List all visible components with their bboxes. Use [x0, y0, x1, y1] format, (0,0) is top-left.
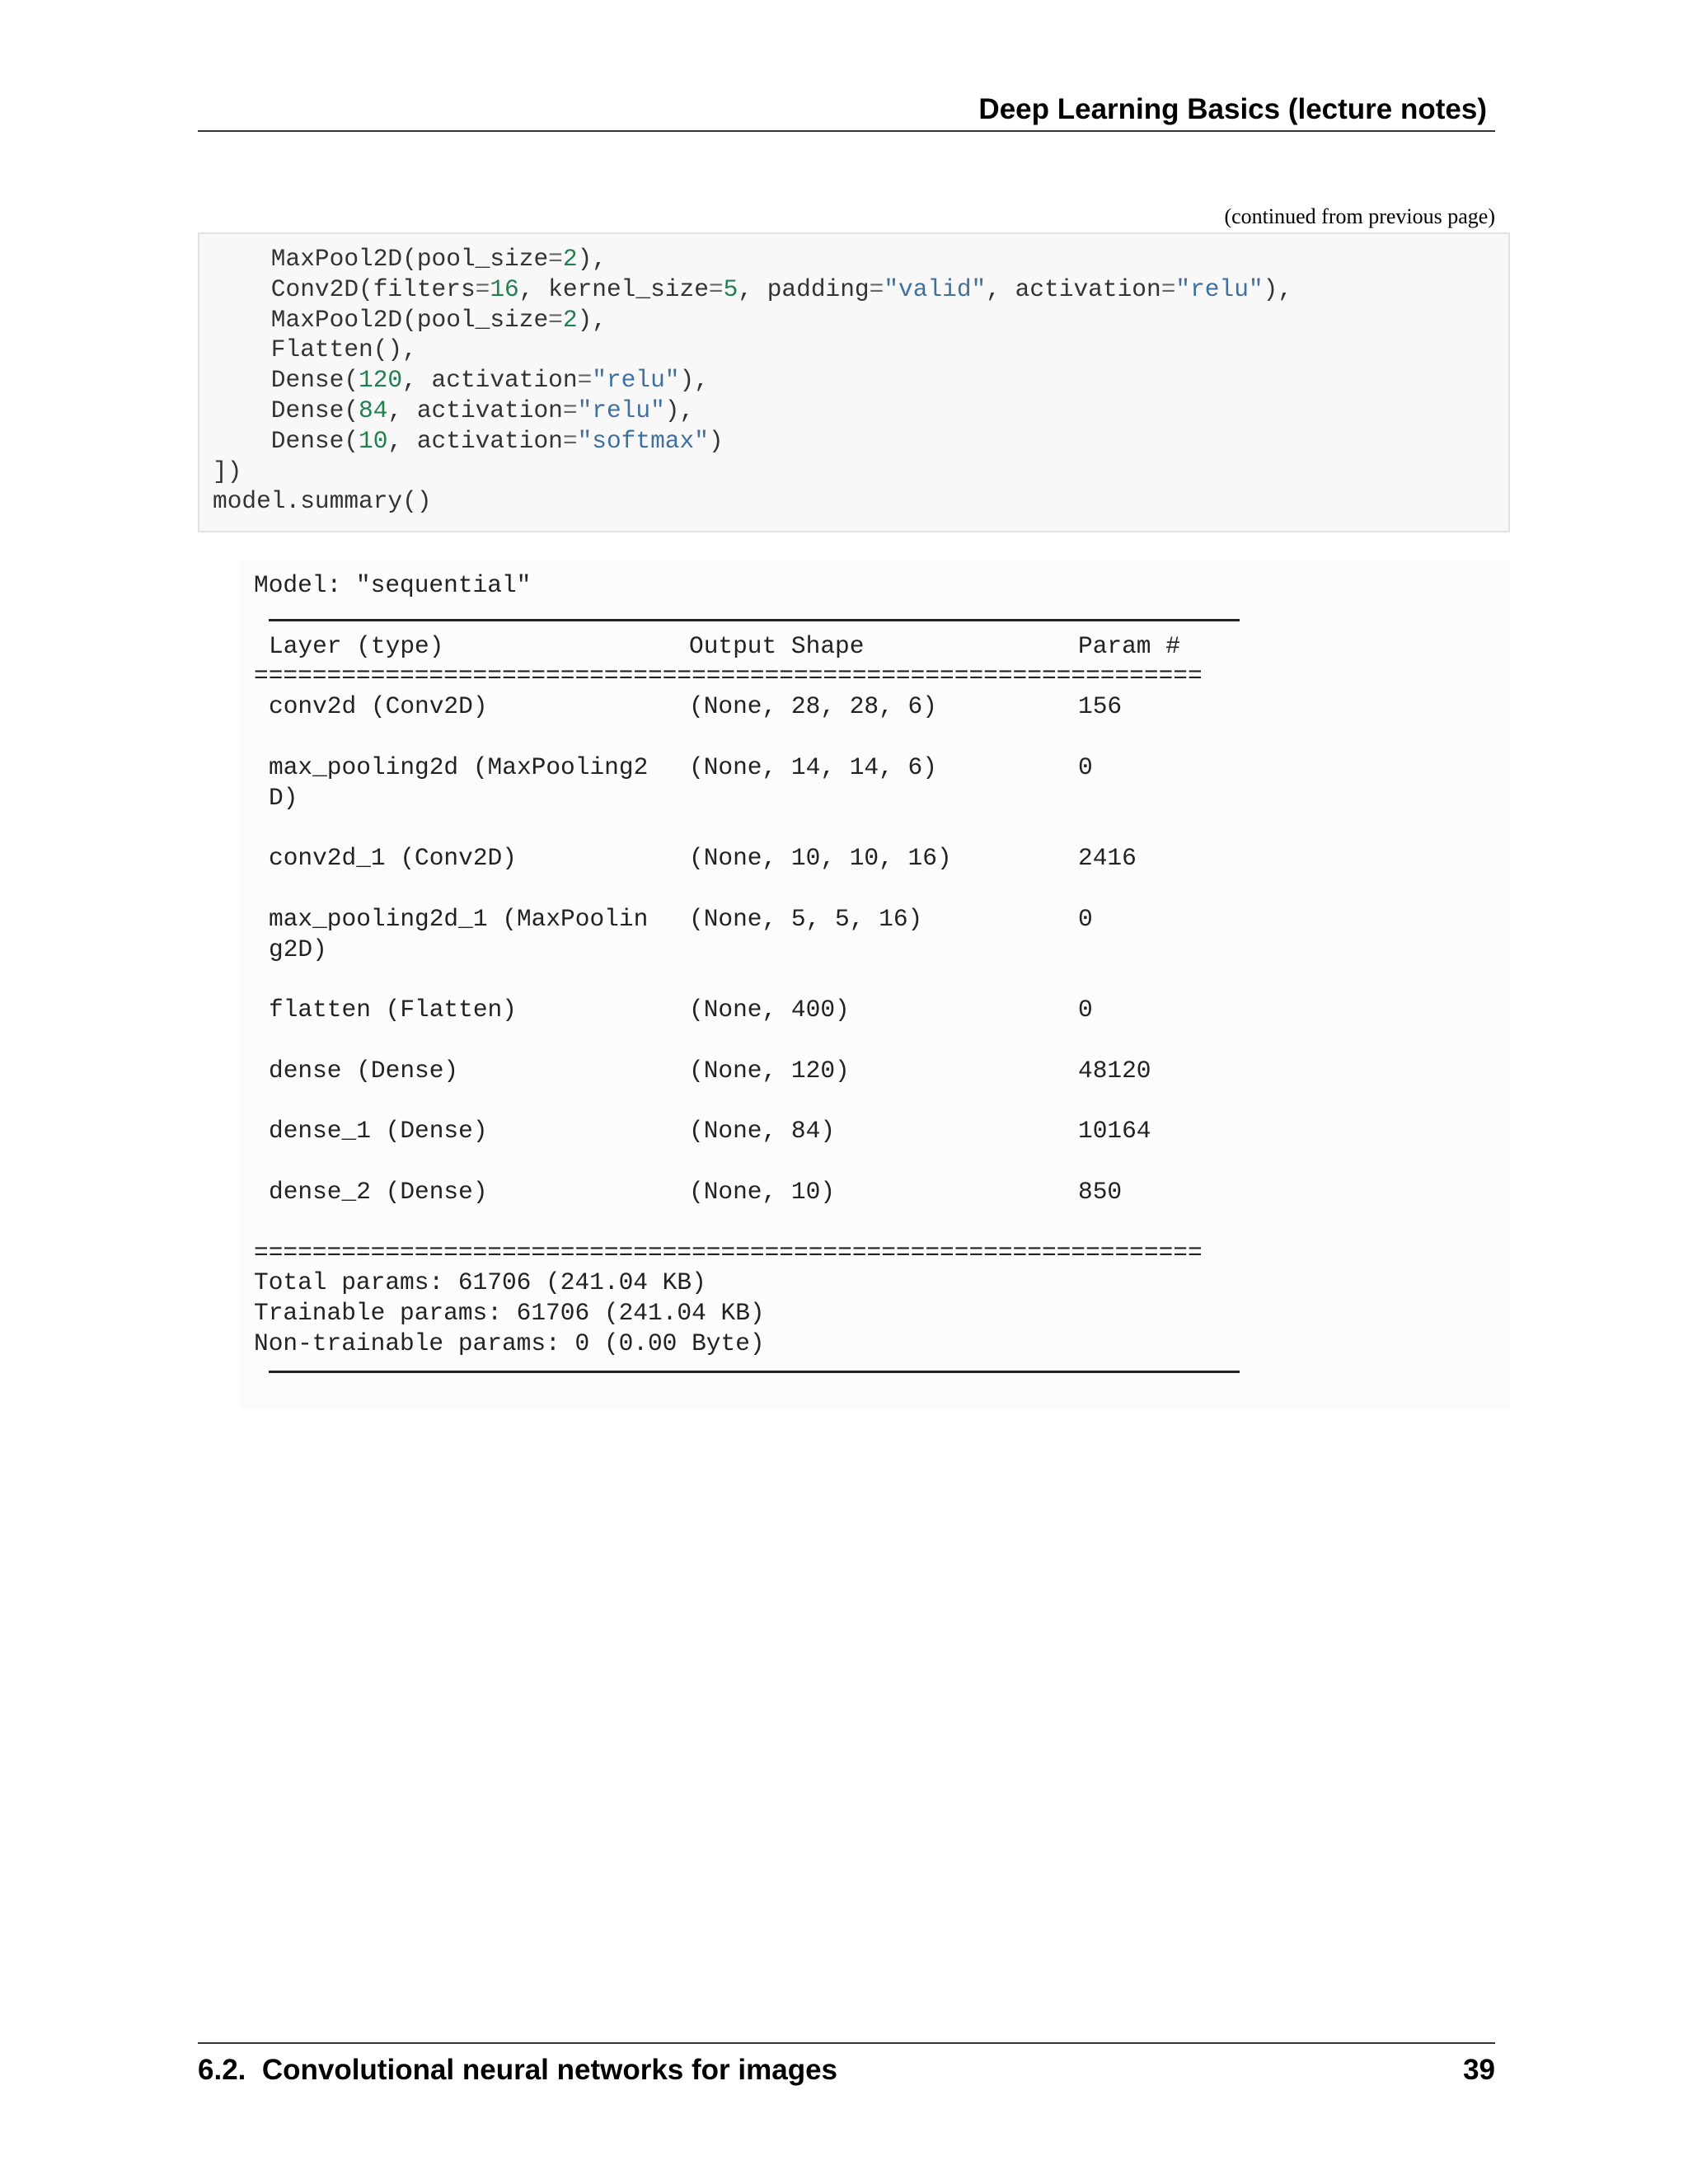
- summary-rule: [269, 1371, 1240, 1373]
- header-layer-type: Layer (type): [269, 631, 444, 660]
- model-name-line: Model: "sequential": [254, 571, 532, 599]
- code-line: [213, 457, 1292, 487]
- footer-section-title: 6.2. Convolutional neural networks for images: [198, 2054, 837, 2086]
- output-shape: (None, 14, 14, 6): [689, 752, 937, 781]
- param-count: 10164: [1078, 1117, 1151, 1146]
- output-lines: [254, 570, 1203, 1390]
- code-token: Conv2D(filters: [213, 274, 476, 303]
- code-token: ),: [577, 305, 607, 334]
- code-token: MaxPool2D(pool_size: [213, 305, 549, 334]
- output-shape: (None, 5, 5, 16): [689, 904, 923, 933]
- code-line: [213, 335, 1292, 365]
- table-row-continuation: [254, 783, 1203, 813]
- layer-name: D): [269, 783, 298, 812]
- output-shape: (None, 400): [689, 996, 850, 1024]
- code-token: , kernel_size: [518, 274, 709, 303]
- output-shape: (None, 10): [689, 1177, 836, 1206]
- blank-line: [254, 601, 1203, 631]
- blank-line: [254, 874, 1203, 904]
- layer-name: g2D): [269, 935, 327, 963]
- code-token: , activation: [402, 366, 578, 395]
- code-token: MaxPool2D(pool_size: [213, 245, 549, 273]
- layer-name: max_pooling2d (MaxPooling2: [269, 752, 649, 781]
- code-token: 10: [359, 426, 388, 455]
- summary-rule: [269, 619, 1240, 621]
- layer-name: dense_1 (Dense): [269, 1117, 488, 1146]
- output-shape: (None, 120): [689, 1056, 850, 1085]
- param-count: 0: [1078, 996, 1093, 1024]
- code-line: [213, 305, 1292, 335]
- code-token: ),: [1263, 274, 1293, 303]
- param-count: 0: [1078, 904, 1093, 933]
- code-token: , activation: [387, 426, 563, 455]
- code-token: 2: [562, 245, 578, 273]
- header-param-count: Param #: [1078, 631, 1180, 660]
- separator-line: =================================================================: [254, 1238, 1203, 1267]
- code-line: [213, 396, 1292, 426]
- code-token: 5: [723, 274, 738, 303]
- layer-name: max_pooling2d_1 (MaxPoolin: [269, 904, 649, 933]
- code-token: "softmax": [577, 426, 709, 455]
- code-token: "valid": [884, 274, 987, 303]
- code-token: ),: [577, 245, 607, 273]
- param-count: 2416: [1078, 844, 1137, 873]
- model-summary-output: [239, 560, 1510, 1409]
- blank-line: [254, 1086, 1203, 1117]
- table-row-continuation: [254, 935, 1203, 965]
- table-row: [254, 995, 1203, 1025]
- code-token: ): [708, 426, 724, 455]
- code-line: [213, 365, 1292, 396]
- code-token: 2: [562, 305, 578, 334]
- code-token: model.summary(): [213, 487, 432, 516]
- param-count: 850: [1078, 1177, 1123, 1206]
- table-row: [254, 691, 1203, 722]
- param-count: 0: [1078, 752, 1093, 781]
- output-shape: (None, 84): [689, 1117, 836, 1146]
- code-line: [213, 426, 1292, 457]
- blank-line: [254, 1207, 1203, 1238]
- code-token: , activation: [986, 274, 1161, 303]
- code-token: =: [1160, 274, 1176, 303]
- code-line: [213, 486, 1292, 517]
- blank-line: [254, 1025, 1203, 1056]
- code-token: 84: [359, 396, 388, 424]
- code-token: 16: [490, 274, 519, 303]
- code-token: "relu": [577, 396, 665, 424]
- header-output-shape: Output Shape: [689, 631, 865, 660]
- params-total-line: Trainable params: 61706 (241.04 KB): [254, 1299, 765, 1328]
- code-token: Dense(: [213, 426, 359, 455]
- code-token: Flatten(),: [213, 335, 417, 364]
- layer-name: flatten (Flatten): [269, 996, 517, 1024]
- code-token: ),: [679, 366, 709, 395]
- code-token: =: [869, 274, 884, 303]
- blank-line: [254, 964, 1203, 995]
- output-shape: (None, 10, 10, 16): [689, 844, 952, 873]
- blank-line: [254, 1359, 1203, 1390]
- table-row: [254, 1116, 1203, 1146]
- continued-note: (continued from previous page): [1224, 204, 1495, 228]
- params-total-line: Non-trainable params: 0 (0.00 Byte): [254, 1329, 765, 1357]
- page-footer: [198, 2042, 1495, 2090]
- layer-name: conv2d_1 (Conv2D): [269, 844, 517, 873]
- page-header: [198, 89, 1495, 132]
- param-count: 156: [1078, 692, 1123, 721]
- layer-name: conv2d (Conv2D): [269, 692, 488, 721]
- code-block: [198, 232, 1510, 532]
- code-token: =: [708, 274, 724, 303]
- code-token: =: [577, 366, 593, 395]
- separator-line: =================================================================: [254, 662, 1203, 691]
- code-line: [213, 244, 1292, 274]
- header-title: Deep Learning Basics (lecture notes): [978, 93, 1487, 125]
- layer-name: dense (Dense): [269, 1056, 459, 1085]
- table-row: [254, 752, 1203, 783]
- blank-line: [254, 1146, 1203, 1177]
- code-token: =: [548, 305, 563, 334]
- code-token: Dense(: [213, 396, 359, 424]
- code-token: "relu": [592, 366, 680, 395]
- code-token: =: [562, 426, 578, 455]
- blank-line: [254, 722, 1203, 752]
- code-token: 120: [359, 366, 403, 395]
- summary-header-row: [254, 631, 1203, 662]
- table-row: [254, 1056, 1203, 1086]
- code-token: , padding: [738, 274, 870, 303]
- param-count: 48120: [1078, 1056, 1151, 1085]
- code-token: "relu": [1175, 274, 1264, 303]
- layer-name: dense_2 (Dense): [269, 1177, 488, 1206]
- code-token: =: [475, 274, 490, 303]
- table-row: [254, 843, 1203, 874]
- table-row: [254, 1177, 1203, 1207]
- code-token: =: [548, 245, 563, 273]
- page-number: 39: [1463, 2054, 1495, 2086]
- code-token: Dense(: [213, 366, 359, 395]
- code-token: ),: [664, 396, 695, 424]
- blank-line: [254, 813, 1203, 843]
- code-token: =: [562, 396, 578, 424]
- code-token: , activation: [387, 396, 563, 424]
- table-row: [254, 904, 1203, 935]
- code-token: ]): [213, 457, 242, 485]
- output-shape: (None, 28, 28, 6): [689, 692, 937, 721]
- code-line: [213, 274, 1292, 305]
- code-lines: [213, 244, 1292, 517]
- params-total-line: Total params: 61706 (241.04 KB): [254, 1268, 706, 1297]
